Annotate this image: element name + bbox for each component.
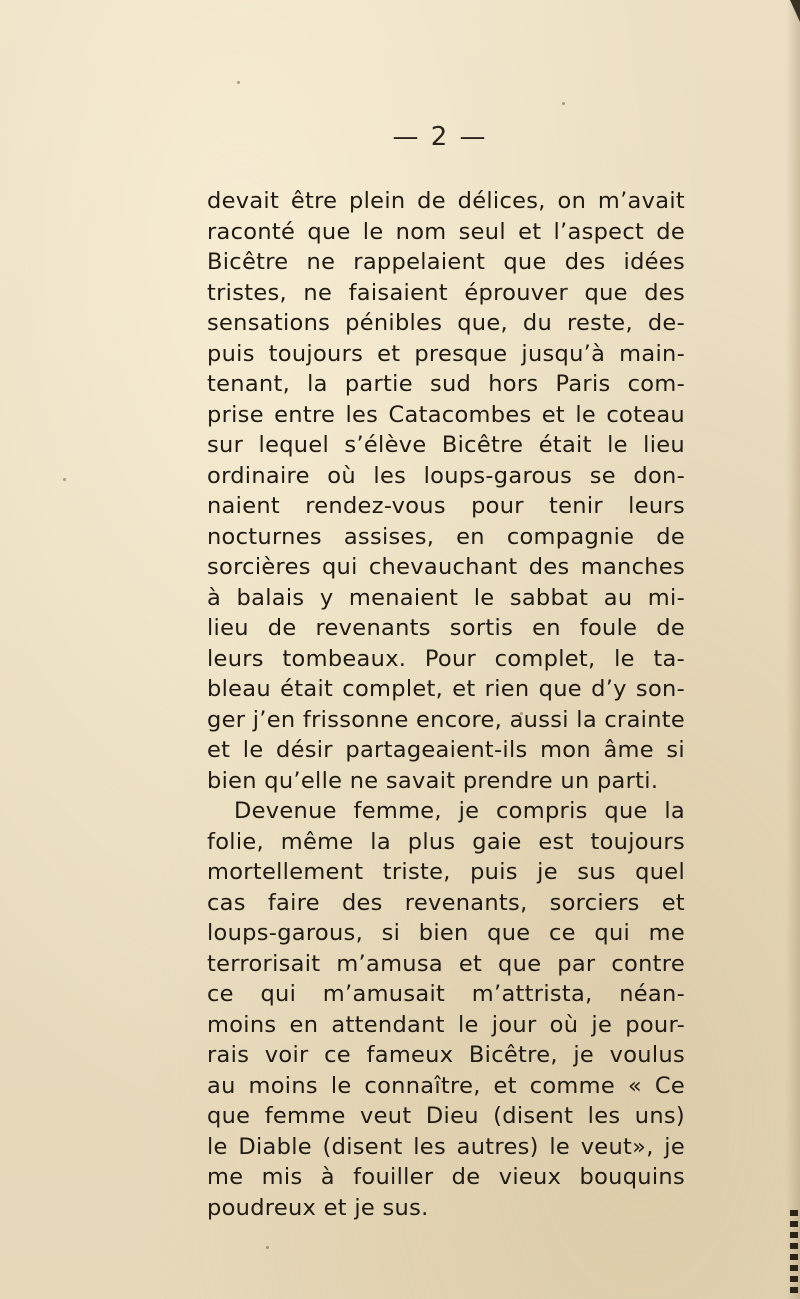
paper-speck (266, 1246, 269, 1249)
binding-edge-marks (790, 1210, 798, 1295)
text-line: moins en attendant le jour où je pour- (207, 1011, 685, 1038)
text-line: sorcières qui chevauchant des manches (207, 554, 685, 580)
text-line: poudreux et je sus. (207, 1194, 429, 1221)
text-line: sensations pénibles que, du reste, de- (207, 310, 685, 336)
text-line: naient rendez-vous pour tenir leurs (207, 493, 685, 519)
page-number: — 2 — (392, 122, 488, 152)
text-line: terrorisait m’amusa et que par contre (207, 950, 685, 977)
page-edge-shadow (786, 0, 800, 1299)
text-line: bien qu’elle ne savait prendre un parti. (207, 767, 659, 794)
paper-speck (237, 81, 240, 84)
text-line: nocturnes assises, en compagnie de (207, 523, 685, 550)
text-line: à balais y menaient le sabbat au mi- (207, 584, 685, 611)
text-line: bleau était complet, et rien que d’y son- (207, 676, 685, 702)
text-line: Bicêtre ne rappelaient que des idées (207, 249, 685, 275)
text-line: rais voir ce fameux Bicêtre, je voulus (207, 1042, 685, 1068)
body-text (207, 186, 685, 1223)
text-line: ordinaire où les loups-garous se don- (207, 462, 685, 489)
paper-speck (63, 478, 66, 481)
text-line: le Diable (disent les autres) le veut», je (207, 1133, 685, 1160)
text-line: sur lequel s’élève Bicêtre était le lieu (207, 432, 685, 458)
text-line: au moins le connaître, et comme « Ce (207, 1072, 685, 1099)
text-line: cas faire des revenants, sorciers et (207, 889, 685, 916)
text-line: tristes, ne faisaient éprouver que des (207, 279, 685, 306)
text-line: devait être plein de délices, on m’avait (207, 188, 685, 214)
text-line: puis toujours et presque jusqu’à main- (207, 340, 685, 367)
text-line: et le désir partageaient-ils mon âme si (207, 737, 685, 763)
text-line: folie, même la plus gaie est toujours (207, 828, 685, 855)
text-line: me mis à fouiller de vieux bouquins (207, 1164, 685, 1190)
text-line: que femme veut Dieu (disent les uns) (207, 1103, 685, 1129)
text-line: ce qui m’amusait m’attrista, néan- (207, 981, 685, 1007)
text-line: lieu de revenants sortis en foule de (207, 615, 685, 641)
text-line: ger j’en frissonne encore, aussi la crainte (207, 706, 686, 733)
text-line: Devenue femme, je compris que la (234, 798, 685, 824)
text-line: tenant, la partie sud hors Paris com- (207, 371, 685, 397)
text-line: raconté que le nom seul et l’aspect de (207, 218, 685, 245)
text-line: prise entre les Catacombes et le coteau (207, 401, 685, 428)
text-line: mortellement triste, puis je sus quel (207, 859, 685, 885)
text-line: leurs tombeaux. Pour complet, le ta- (207, 645, 685, 672)
paper-speck (562, 102, 565, 105)
corner-mark (790, 0, 800, 22)
text-line: loups-garous, si bien que ce qui me (207, 920, 685, 946)
